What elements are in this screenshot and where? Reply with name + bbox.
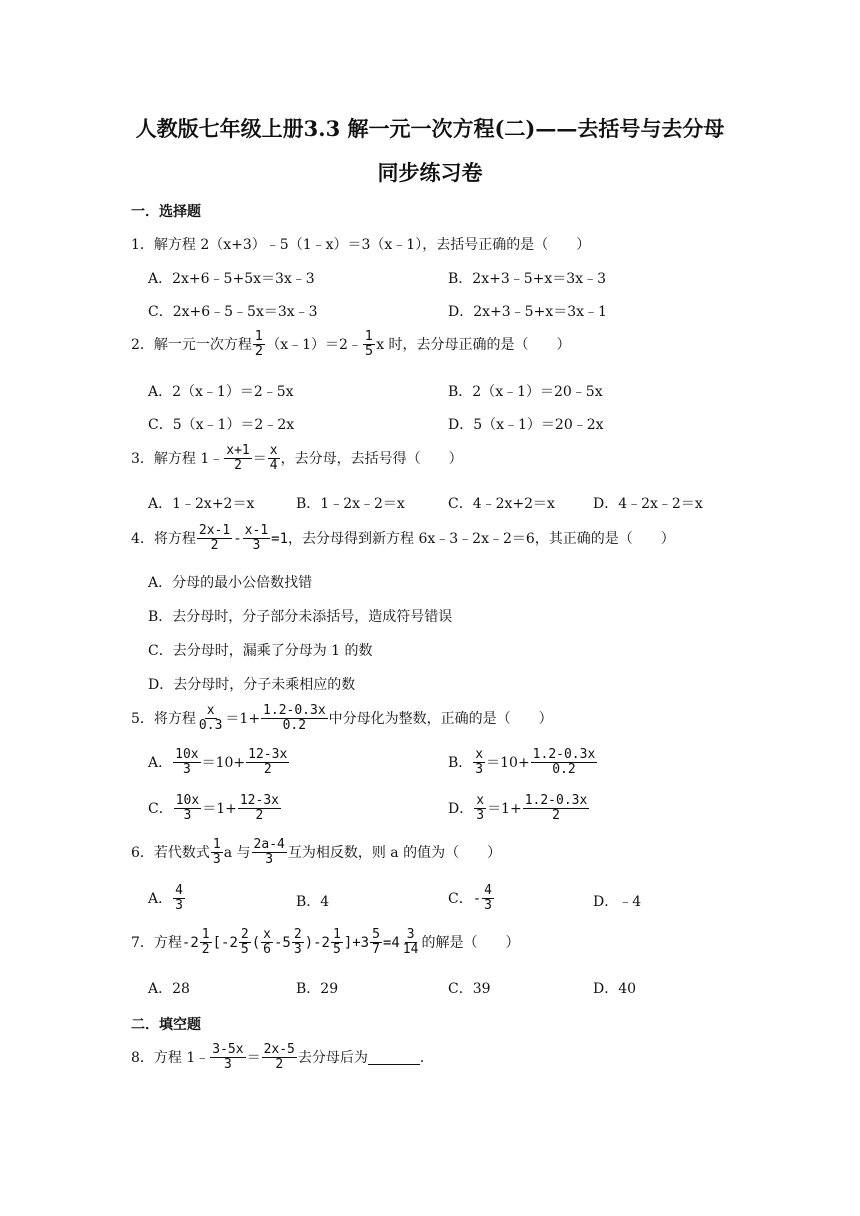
question-5-a-fraction-2: $\frac{12-3x}{2}$ bbox=[248, 747, 288, 778]
question-4-pre: 4．将方程 bbox=[131, 530, 196, 547]
question-8-fraction-2: $\frac{2x-5}{2}$ bbox=[263, 1042, 295, 1073]
question-2-option-d: D．5（x﹣1）＝20﹣2x bbox=[448, 417, 604, 433]
question-5-d-fraction-1: $\frac{x}{3}$ bbox=[476, 793, 485, 824]
question-2-post: x 时，去分母正确的是（ ） bbox=[376, 336, 571, 353]
question-8-post: 去分母后为 bbox=[297, 1049, 368, 1066]
question-1-option-b: B．2x+3﹣5+x＝3x﹣3 bbox=[448, 271, 606, 287]
question-8-mid: ＝ bbox=[246, 1049, 261, 1066]
question-7-fraction-7: $\frac{3}{14}$ bbox=[402, 927, 419, 958]
question-6-fraction-2: $\frac{2a-4}{3}$ bbox=[253, 837, 285, 868]
question-7-pre: 7．方程 bbox=[131, 934, 182, 951]
question-4-option-d: D．去分母时，分子未乘相应的数 bbox=[148, 677, 356, 693]
question-5-a-fraction-1: $\frac{10x}{3}$ bbox=[175, 747, 199, 778]
question-8-fraction-1: $\frac{3-5x}{3}$ bbox=[212, 1042, 244, 1073]
question-5-option-d: D． $\frac{x}{3}$ ＝1+ $\frac{1.2-0.3x}{2}$ bbox=[448, 793, 588, 824]
question-7-fraction-3: $\frac{x}{6}$ bbox=[263, 927, 271, 958]
question-4-option-c: C．去分母时，漏乘了分母为 1 的数 bbox=[148, 643, 373, 659]
question-6-option-b: B．4 bbox=[296, 894, 330, 910]
question-6-option-d: D．﹣4 bbox=[593, 894, 642, 910]
question-4-fraction-2: $\frac{x-1}{3}$ bbox=[244, 523, 269, 554]
question-5-option-b: B． $\frac{x}{3}$ ＝10+ $\frac{1.2-0.3x}{0.2}$ bbox=[448, 747, 596, 778]
question-2-option-a: A．2（x﹣1）＝2﹣5x bbox=[148, 384, 294, 400]
question-3-post: ，去分母，去括号得（ ） bbox=[280, 450, 463, 467]
question-6-option-c: C． - $\frac{4}{3}$ bbox=[448, 883, 492, 914]
question-4-equals: =1 bbox=[271, 530, 289, 547]
question-2-option-c: C．5（x﹣1）＝2﹣2x bbox=[148, 417, 295, 433]
question-7-fraction-6: $\frac{5}{7}$ bbox=[372, 927, 380, 958]
section-fill-heading: 二．填空题 bbox=[131, 1017, 201, 1033]
question-3-fraction-2: $\frac{x}{4}$ bbox=[269, 443, 278, 474]
question-5-stem bbox=[131, 704, 553, 734]
question-3-option-b: B．1﹣2x﹣2＝x bbox=[296, 496, 405, 512]
question-4-fraction-1: $\frac{2x-1}{2}$ bbox=[198, 523, 231, 554]
question-6-c-fraction: $\frac{4}{3}$ bbox=[484, 883, 492, 914]
question-5-post: 中分母化为整数，正确的是（ ） bbox=[328, 710, 553, 727]
question-3-stem bbox=[131, 444, 463, 474]
question-1-option-d: D．2x+3﹣5+x＝3x﹣1 bbox=[448, 304, 607, 320]
question-3-option-c: C．4﹣2x+2＝x bbox=[448, 496, 555, 512]
question-7-post: 的解是（ ） bbox=[421, 934, 520, 951]
question-5-fraction-2: $\frac{1.2-0.3x}{0.2}$ bbox=[263, 703, 326, 734]
question-6-fraction-1: $\frac{1}{3}$ bbox=[212, 837, 221, 868]
question-1-option-c: C．2x+6﹣5﹣5x＝3x﹣3 bbox=[148, 304, 318, 320]
question-7-option-d: D．40 bbox=[593, 981, 637, 997]
question-8-end: ． bbox=[419, 1049, 434, 1066]
question-5-c-fraction-2: $\frac{12-3x}{2}$ bbox=[239, 793, 279, 824]
answer-blank[interactable] bbox=[368, 1051, 420, 1065]
question-4-minus: - bbox=[233, 530, 242, 547]
question-7-fraction-5: $\frac{1}{5}$ bbox=[332, 927, 341, 958]
question-4-option-a: A．分母的最小公倍数找错 bbox=[148, 575, 313, 591]
page-subtitle: 同步练习卷 bbox=[377, 160, 483, 185]
question-5-d-fraction-2: $\frac{1.2-0.3x}{2}$ bbox=[524, 793, 588, 824]
question-5-pre: 5．将方程 bbox=[131, 710, 196, 727]
question-7-option-a: A．28 bbox=[148, 981, 190, 997]
section-choice-heading: 一．选择题 bbox=[131, 204, 201, 220]
question-6-post: 互为相反数，则 a 的值为（ ） bbox=[287, 844, 502, 861]
question-5-c-fraction-1: $\frac{10x}{3}$ bbox=[175, 793, 200, 824]
question-2-mid: （x﹣1）＝2﹣ bbox=[266, 336, 362, 353]
question-5-option-c: C． $\frac{10x}{3}$ ＝1+ $\frac{12-3x}{2}$ bbox=[148, 793, 279, 824]
question-3-mid: ＝ bbox=[252, 450, 267, 467]
question-1-option-a: A．2x+6﹣5+5x＝3x﹣3 bbox=[148, 271, 315, 287]
question-2-fraction-1: $\frac{1}{2}$ bbox=[254, 329, 264, 360]
question-4-stem bbox=[131, 524, 675, 554]
page-title: 人教版七年级上册3.3 解一元一次方程(二)——去括号与去分母 bbox=[135, 116, 725, 141]
question-1-stem: 1．解方程 2（x+3）﹣5（1﹣x）＝3（x﹣1），去括号正确的是（ ） bbox=[131, 237, 591, 253]
question-3-option-a: A．1﹣2x+2＝x bbox=[148, 496, 255, 512]
question-8-pre: 8．方程 1﹣ bbox=[131, 1049, 210, 1066]
question-5-b-fraction-1: $\frac{x}{3}$ bbox=[475, 747, 484, 778]
question-3-fraction-1: $\frac{x+1}{2}$ bbox=[226, 443, 250, 474]
question-4-post: ，去分母得到新方程 6x﹣3﹣2x﹣2＝6，其正确的是（ ） bbox=[288, 530, 675, 547]
question-6-option-a: A． $\frac{4}{3}$ bbox=[148, 883, 183, 914]
question-8-stem bbox=[131, 1043, 434, 1073]
question-6-pre: 6．若代数式 bbox=[131, 844, 210, 861]
question-6-stem bbox=[131, 838, 501, 868]
question-2-fraction-2: $\frac{1}{5}$ bbox=[364, 329, 374, 360]
question-7-fraction-4: $\frac{2}{3}$ bbox=[293, 927, 302, 958]
question-5-fraction-1: $\frac{x}{0.3}$ bbox=[198, 703, 223, 734]
question-3-option-d: D．4﹣2x﹣2＝x bbox=[593, 496, 703, 512]
question-7-option-c: C．39 bbox=[448, 981, 491, 997]
question-6-mid: a 与 bbox=[223, 844, 251, 861]
question-5-option-a: A． $\frac{10x}{3}$ ＝10+ $\frac{12-3x}{2}$ bbox=[148, 747, 288, 778]
question-2-stem bbox=[131, 330, 571, 360]
question-2-pre: 2．解一元一次方程 bbox=[131, 336, 252, 353]
question-4-option-b: B．去分母时，分子部分未添括号，造成符号错误 bbox=[148, 609, 453, 625]
question-5-b-fraction-2: $\frac{1.2-0.3x}{0.2}$ bbox=[532, 747, 596, 778]
question-7-stem: 7．方程 -2 $\frac{1}{2}$ [-2 $\frac{2}{5}$ ( $\frac{x}{6}$ -5 $\frac{2}{3}$ )-2 $\frac{1}{5}$ ]+3 $\frac{5}{7}$ =4 $\frac{3}{14}$ 的解是（ ） bbox=[131, 927, 520, 958]
question-5-mid: ＝1+ bbox=[225, 710, 261, 727]
question-7-option-b: B．29 bbox=[296, 981, 339, 997]
question-6-a-fraction: $\frac{4}{3}$ bbox=[175, 883, 183, 914]
question-7-fraction-1: $\frac{1}{2}$ bbox=[201, 927, 210, 958]
question-7-fraction-2: $\frac{2}{5}$ bbox=[240, 927, 249, 958]
question-2-option-b: B．2（x﹣1）＝20﹣5x bbox=[448, 384, 603, 400]
question-3-pre: 3．解方程 1﹣ bbox=[131, 450, 224, 467]
